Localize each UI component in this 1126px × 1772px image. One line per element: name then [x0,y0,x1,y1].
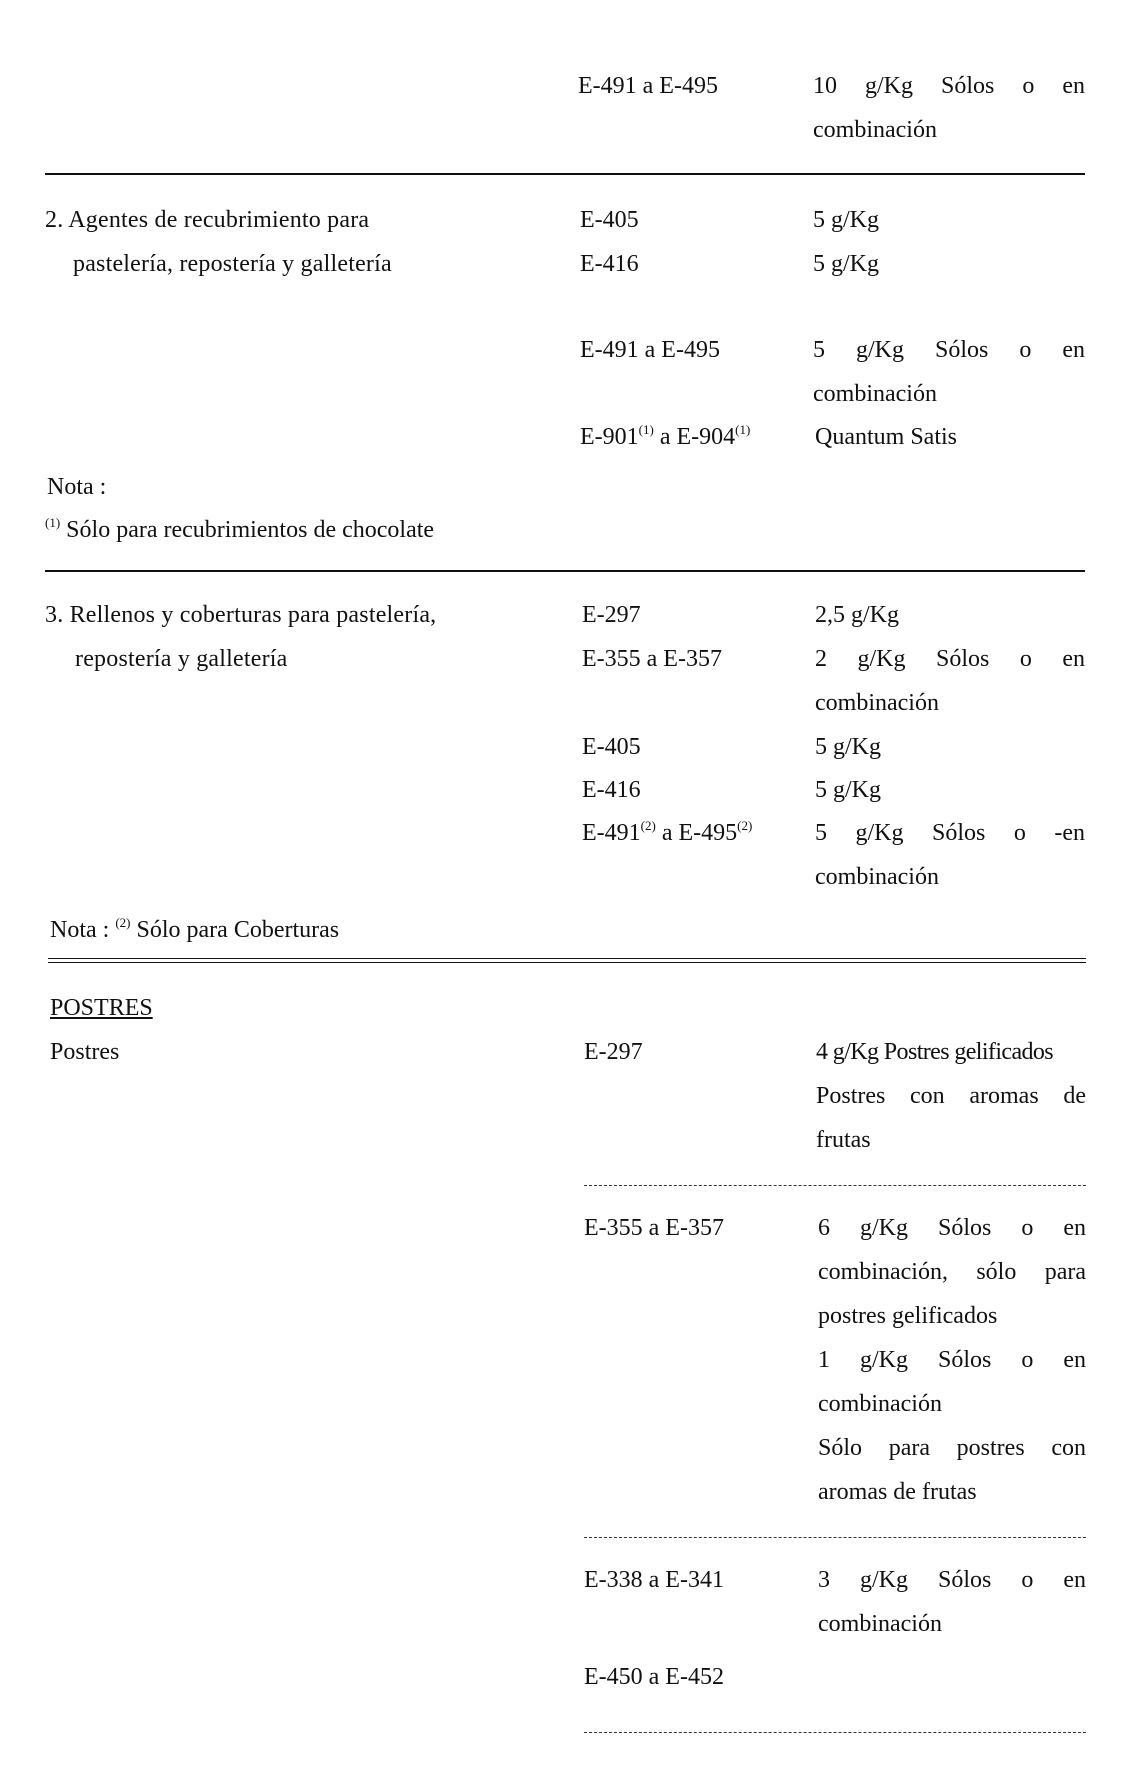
row-divider [584,1732,1086,1733]
limit-cell: 3 g/Kg Sólos o en [818,1567,1086,1593]
note-text [50,908,339,952]
limit-cell: 6 g/Kg Sólos o en [818,1215,1086,1241]
limit-cell: 5 g/Kg [815,777,881,803]
footnote-mark: (1) [45,515,61,530]
limit-cell: 2,5 g/Kg [815,602,899,628]
limit-cell: combinación [813,117,937,143]
limit-cell: combinación [818,1611,942,1637]
section-title: repostería y galletería [75,646,288,672]
code-cell: E-450 a E-452 [584,1664,724,1690]
section-title: pastelería, repostería y galletería [73,251,392,277]
limit-cell: 1 g/Kg Sólos o en [818,1347,1086,1373]
footnote-mark: (2) [115,915,131,930]
note-body: Sólo para recubrimientos de chocolate [66,517,435,543]
limit-cell: combinación, sólo para [818,1259,1086,1285]
limit-cell: 10 g/Kg Sólos o en [813,73,1085,99]
footnote-mark: (2) [737,818,753,833]
code-cell: E-355 a E-357 [582,646,722,672]
code-cell: E-405 [582,734,641,760]
code-text: E-901 [580,424,639,450]
footnote-mark: (1) [735,422,751,437]
code-cell: E-491 a E-495 [580,337,720,363]
code-cell [580,415,750,459]
row-divider [584,1537,1086,1538]
limit-cell: Sólo para postres con [818,1435,1086,1461]
code-text: a E-495 [661,820,738,846]
limit-cell: frutas [816,1127,871,1153]
limit-cell: Quantum Satis [815,424,957,450]
note-label: Nota : [50,917,110,943]
limit-cell: 5 g/Kg Sólos o en [813,337,1085,363]
category-label: Postres [50,1039,120,1065]
limit-cell: postres gelificados [818,1303,998,1329]
code-cell: E-338 a E-341 [584,1567,724,1593]
section-title: 3. Rellenos y coberturas para pastelería, [45,602,437,628]
double-divider [48,958,1086,963]
code-text: E-491 [582,820,641,846]
note-label: Nota : [47,474,107,500]
limit-cell: 5 g/Kg Sólos o -en [815,820,1085,846]
limit-cell: Postres con aromas de [816,1083,1086,1109]
code-cell: E-297 [584,1039,643,1065]
limit-cell: combinación [815,864,939,890]
limit-cell: 5 g/Kg [813,251,879,277]
section-heading: POSTRES [50,995,153,1021]
limit-cell: combinación [813,381,937,407]
row-divider [584,1185,1086,1186]
footnote-mark: (1) [638,422,654,437]
code-cell: E-405 [580,207,639,233]
limit-cell: aromas de frutas [818,1479,977,1505]
code-text: a E-904 [659,424,736,450]
note-text [45,508,434,552]
code-cell: E-416 [582,777,641,803]
code-cell: E-355 a E-357 [584,1215,724,1241]
code-cell [582,811,752,855]
limit-cell: combinación [815,690,939,716]
limit-cell: 4 g/Kg Postres gelificados [816,1039,1054,1065]
footnote-mark: (2) [640,818,656,833]
limit-cell: 5 g/Kg [815,734,881,760]
code-cell: E-416 [580,251,639,277]
section-divider [45,173,1085,175]
note-body: Sólo para Coberturas [136,917,340,943]
limit-cell: 5 g/Kg [813,207,879,233]
limit-cell: combinación [818,1391,942,1417]
code-cell: E-491 a E-495 [578,73,718,99]
limit-cell: 2 g/Kg Sólos o en [815,646,1085,672]
code-cell: E-297 [582,602,641,628]
section-divider [45,570,1085,572]
section-title: 2. Agentes de recubrimiento para [45,207,370,233]
